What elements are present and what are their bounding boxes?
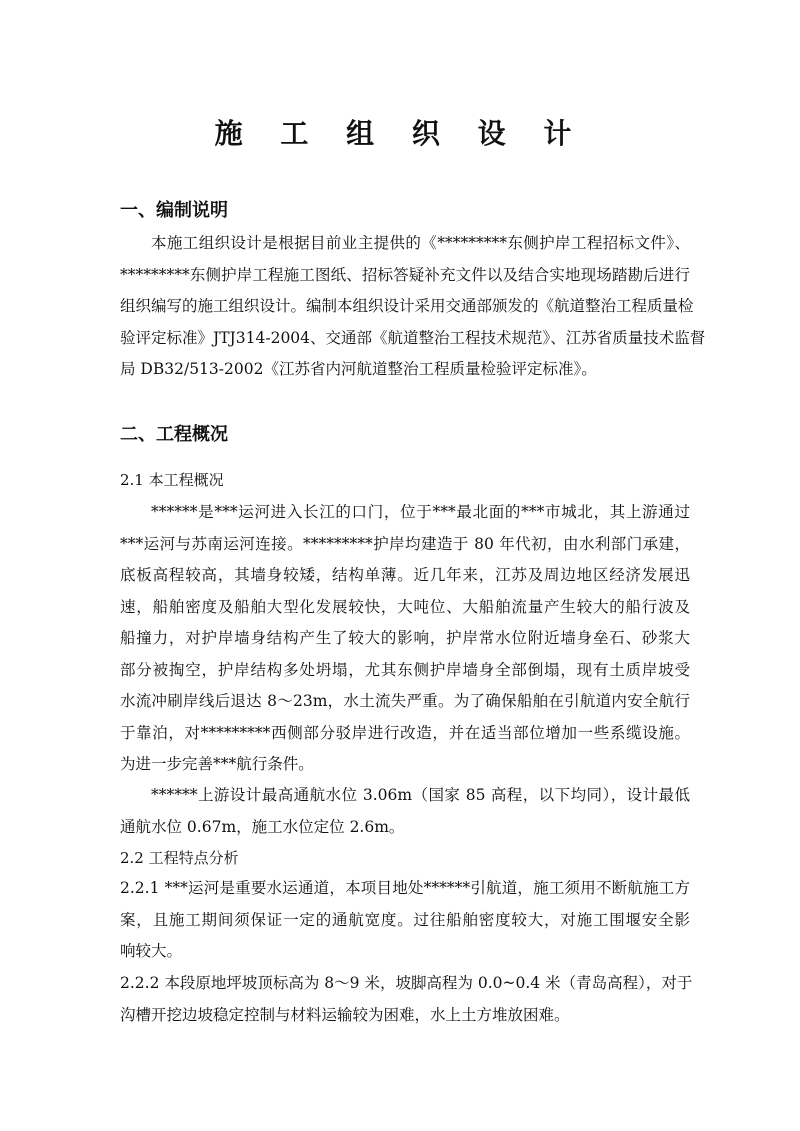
text-line: 为进一步完善***航行条件。 <box>120 755 314 773</box>
paragraph-water-levels <box>120 780 690 843</box>
text-line: 通航水位 0.67m，施工水位定位 2.6m。 <box>120 817 405 836</box>
text-line: 2.2.2 本段原地坪坡顶标高为 8～9 米，坡脚高程为 0.0~0.4 米（青岛高程），对于 <box>120 974 693 992</box>
text-line: *********东侧护岸工程施工图纸、招标答疑补充文件以及结合实地现场踏勘后进行 <box>120 265 690 284</box>
text-line: 底板高程较高，其墙身较矮，结构单薄。近几年来，江苏及周边地区经济发展迅 <box>120 566 690 584</box>
text-line: 沟槽开挖边坡稳定控制与材料运输较为困难，水上土方堆放困难。 <box>120 1005 570 1024</box>
text-line: 部分被掏空，护岸结构多处坍塌，尤其东侧护岸墙身全部倒塌，现有土质岸坡受 <box>120 660 690 679</box>
text-line: 局 DB32/513-2002《江苏省内河航道整治工程质量检验评定标准》。 <box>120 360 597 378</box>
section-heading-preparation: 一、编制说明 <box>120 200 228 221</box>
text-line: 水流冲刷岸线后退达 8～23m，水土流失严重。为了确保船舶在引航道内安全航行 <box>120 692 690 710</box>
text-line: 组织编写的施工组织设计。编制本组织设计采用交通部颁发的《航道整治工程质量检 <box>120 297 694 315</box>
document-title: 施 工 组 织 设 计 <box>214 117 586 150</box>
text-line: 2.2.1 ***运河是重要水运通道，本项目地处******引航道，施工须用不断航施工方 <box>120 879 690 897</box>
text-line: 响较大。 <box>120 942 183 960</box>
paragraph-2-2-1 <box>120 873 690 968</box>
subsection-heading-2-2: 2.2 工程特点分析 <box>120 849 239 867</box>
text-line: 验评定标准》JTJ314-2004、交通部《航道整治工程技术规范》、江苏省质量技术监督 <box>120 328 706 347</box>
subsection-heading-2-1: 2.1 本工程概况 <box>120 471 224 489</box>
text-line: 速，船舶密度及船舶大型化发展较快，大吨位、大船舶流量产生较大的船行波及 <box>120 597 690 616</box>
text-line: 船撞力，对护岸墙身结构产生了较大的影响，护岸常水位附近墙身垒石、砂浆大 <box>120 629 690 647</box>
section-heading-overview: 二、工程概况 <box>120 424 228 445</box>
text-line: 本施工组织设计是根据目前业主提供的《*********东侧护岸工程招标文件》、 <box>151 234 690 252</box>
text-line: ******上游设计最高通航水位 3.06m（国家 85 高程，以下均同），设计最低 <box>151 786 690 804</box>
paragraph-2-2-2 <box>120 968 693 1031</box>
paragraph-project-overview <box>120 497 690 781</box>
text-line: 案，且施工期间须保证一定的通航宽度。过往船舶密度较大，对施工围堰安全影 <box>120 910 690 929</box>
text-line: ******是***运河进入长江的口门，位于***最北面的***市城北，其上游通过 <box>151 503 690 521</box>
text-line: ***运河与苏南运河连接。*********护岸均建造于 80 年代初，由水利部门承建， <box>120 534 690 553</box>
paragraph-preparation <box>120 228 706 386</box>
text-line: 于靠泊，对*********西侧部分驳岸进行改造，并在适当部位增加一些系缆设施。 <box>120 723 690 742</box>
